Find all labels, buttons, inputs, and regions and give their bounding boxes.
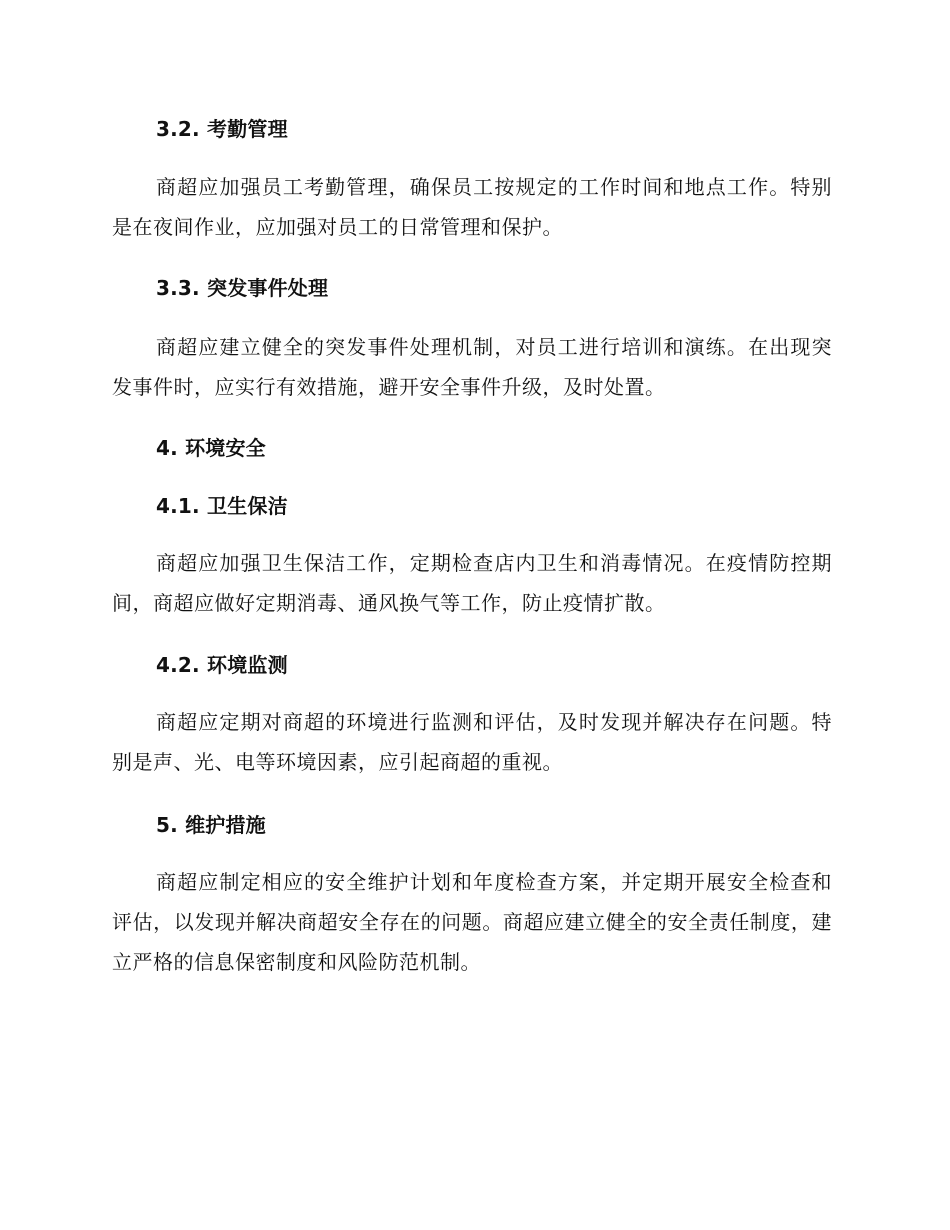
section-body-4-2: 商超应定期对商超的环境进行监测和评估，及时发现并解决存在问题。特别是声、光、电等环境因素，应引起商超的重视。	[112, 710, 832, 774]
section-body-3-2: 商超应加强员工考勤管理，确保员工按规定的工作时间和地点工作。特别是在夜间作业，应加强对员工的日常管理和保护。	[112, 175, 832, 239]
section-heading-3-2: 3.2. 考勤管理	[156, 117, 288, 141]
section-heading-4: 4. 环境安全	[156, 436, 266, 460]
section-body-4-1: 商超应加强卫生保洁工作，定期检查店内卫生和消毒情况。在疫情防控期间，商超应做好定期消毒、通风换气等工作，防止疫情扩散。	[112, 551, 832, 615]
section-body-3-3: 商超应建立健全的突发事件处理机制，对员工进行培训和演练。在出现突发事件时，应实行有效措施，避开安全事件升级，及时处置。	[112, 335, 832, 399]
section-heading-3-3: 3.3. 突发事件处理	[156, 276, 329, 300]
section-body-5: 商超应制定相应的安全维护计划和年度检查方案，并定期开展安全检查和评估，以发现并解决商超安全存在的问题。商超应建立健全的安全责任制度，建立严格的信息保密制度和风险防范机制。	[112, 870, 832, 974]
section-heading-4-1: 4.1. 卫生保洁	[156, 494, 288, 518]
section-heading-4-2: 4.2. 环境监测	[156, 653, 288, 677]
section-heading-5: 5. 维护措施	[156, 813, 266, 837]
